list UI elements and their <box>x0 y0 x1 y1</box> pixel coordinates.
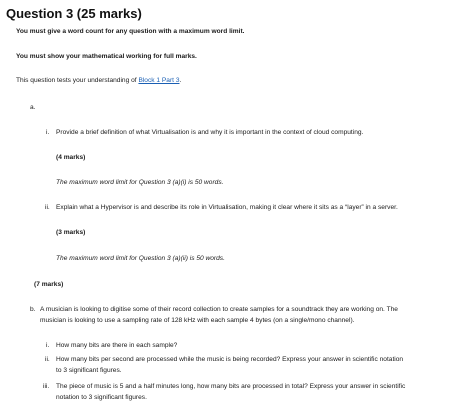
intro-suffix: . <box>179 77 182 84</box>
part-b-ii-label: ii. <box>45 356 50 363</box>
part-a-ii-label: ii. <box>45 204 50 211</box>
part-a-ii-word-limit: The maximum word limit for Question 3 (a)(ii) is 50 words. <box>56 255 225 262</box>
part-b-i-label: i. <box>46 342 50 349</box>
part-a-ii-text: Explain what a Hypervisor is and describe its role in Virtualisation, making it clear where it sits as a “layer” in a server. <box>56 204 398 211</box>
part-b-ii-text-line1: How many bits per second are processed while the music is being recorded? Express your answer in scientific notation <box>56 356 404 363</box>
instruction-word-count: You must give a word count for any question with a maximum word limit. <box>16 28 245 35</box>
part-a-ii-marks: (3 marks) <box>56 229 86 236</box>
part-b-label: b. <box>30 306 36 313</box>
part-b-iii-text-line1: The piece of music is 5 and a half minutes long, how many bits are processed in total? Express your answer in scientific <box>56 383 406 390</box>
part-a-marks: (7 marks) <box>34 281 64 288</box>
part-b-text-line1: A musician is looking to digitise some of their record collection to create samples for a soundtrack they are working on. The <box>40 306 398 313</box>
part-b-iii-label: iii. <box>43 383 50 390</box>
part-b-ii-text-line2: to 3 significant figures. <box>56 367 122 374</box>
part-a-label: a. <box>30 104 36 111</box>
part-b-iii-text-line2: notation to 3 significant figures. <box>56 394 147 401</box>
instruction-working: You must show your mathematical working for full marks. <box>16 53 197 60</box>
part-b-i-text: How many bits are there in each sample? <box>56 342 178 349</box>
part-a-i-word-limit: The maximum word limit for Question 3 (a)(i) is 50 words. <box>56 179 224 186</box>
part-a-i-text: Provide a brief definition of what Virtualisation is and why it is important in the context of cloud computing. <box>56 129 364 136</box>
block-link[interactable]: Block 1 Part 3 <box>138 77 180 84</box>
part-a-i-label: i. <box>46 129 50 136</box>
intro-line <box>16 77 181 86</box>
question-title: Question 3 (25 marks) <box>6 6 142 21</box>
part-b-text-line2: musician is looking to use a sampling rate of 128 kHz with each sample 4 bytes (on a single/mono channel). <box>40 317 355 324</box>
intro-prefix: This question tests your understanding of <box>16 77 139 84</box>
part-a-i-marks: (4 marks) <box>56 154 86 161</box>
